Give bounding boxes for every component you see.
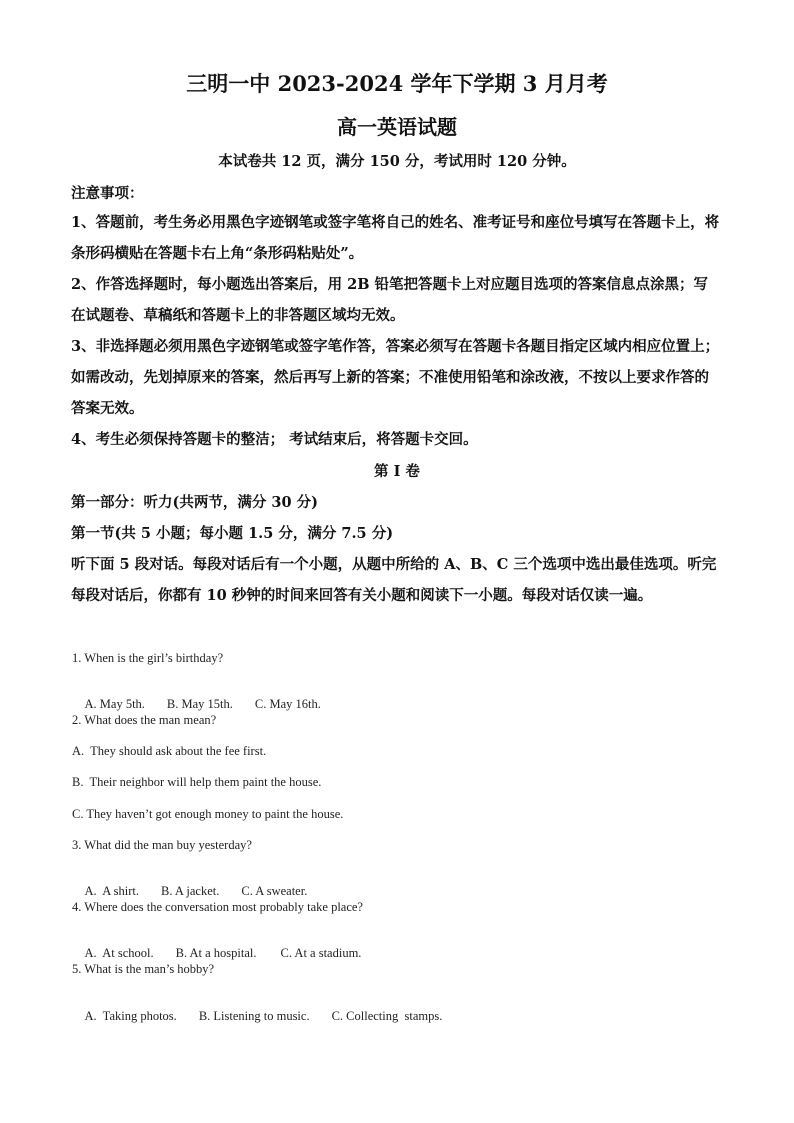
option-a: A. Taking photos.	[84, 1009, 177, 1023]
option-c: C. A sweater.	[241, 884, 308, 898]
listening-instructions: 听下面 5 段对话。每段对话后有一个小题，从题中所给的 A、B、C 三个选项中选出最佳选项。听完每段对话后，你都有 10 秒钟的时间来回答有关小题和阅读下一小题。每段对话仅读一遍。	[71, 556, 717, 604]
question-4-stem: 4. Where does the conversation most probably take place?	[72, 900, 363, 914]
question-2-option-c: C. They haven’t got enough money to paint the house.	[72, 807, 344, 821]
option-c: C. May 16th.	[254, 697, 321, 711]
notes-heading: 注意事项：	[71, 185, 144, 202]
section1-title: 第一节(共 5 小题；每小题 1.5 分，满分 7.5 分)	[71, 525, 394, 542]
volume-heading: 第 I 卷	[374, 463, 420, 480]
question-2-stem: 2. What does the man mean?	[72, 713, 217, 727]
question-5-options	[72, 994, 442, 1039]
note-item-1: 1、答题前，考生务必用黑色字迹钢笔或签字笔将自己的姓名、准考证号和座位号填写在答题卡上，将条形码横贴在答题卡右上角“条形码粘贴处”。	[71, 214, 720, 262]
option-c: C. At a stadium.	[280, 946, 362, 960]
part1-title: 第一部分：听力(共两节，满分 30 分)	[71, 494, 318, 511]
option-b: B. Listening to music.	[198, 1009, 310, 1023]
exam-info: 本试卷共 12 页，满分 150 分，考试用时 120 分钟。	[218, 153, 576, 170]
option-b: B. A jacket.	[161, 884, 220, 898]
note-item-3: 3、非选择题必须用黑色字迹钢笔或签字笔作答，答案必须写在答题卡各题目指定区域内相应位置上；如需改动，先划掉原来的答案，然后再写上新的答案；不准使用铅笔和涂改液，不按以上要求作答的答案无效。	[71, 338, 720, 417]
question-5-stem: 5. What is the man’s hobby?	[72, 962, 215, 976]
option-c: C. Collecting stamps.	[331, 1009, 443, 1023]
question-2-option-b: B. Their neighbor will help them paint the house.	[72, 775, 322, 789]
option-b: B. At a hospital.	[175, 946, 257, 960]
note-item-4: 4、考生必须保持答题卡的整洁； 考试结束后，将答题卡交回。	[71, 431, 478, 448]
question-1-stem: 1. When is the girl’s birthday?	[72, 651, 224, 665]
option-b: B. May 15th.	[166, 697, 233, 711]
page-subtitle: 高一英语试题	[337, 115, 457, 139]
option-a: A. A shirt.	[84, 884, 140, 898]
question-2-option-a: A. They should ask about the fee first.	[72, 744, 267, 758]
option-a: A. May 5th.	[84, 697, 145, 711]
page-title: 三明一中 2023-2024 学年下学期 3 月月考	[186, 71, 608, 96]
note-item-2: 2、作答选择题时，每小题选出答案后，用 2B 铅笔把答题卡上对应题目选项的答案信息点涂黑；写在试题卷、草稿纸和答题卡上的非答题区域均无效。	[71, 276, 709, 324]
option-a: A. At school.	[84, 946, 154, 960]
question-3-stem: 3. What did the man buy yesterday?	[72, 838, 252, 852]
